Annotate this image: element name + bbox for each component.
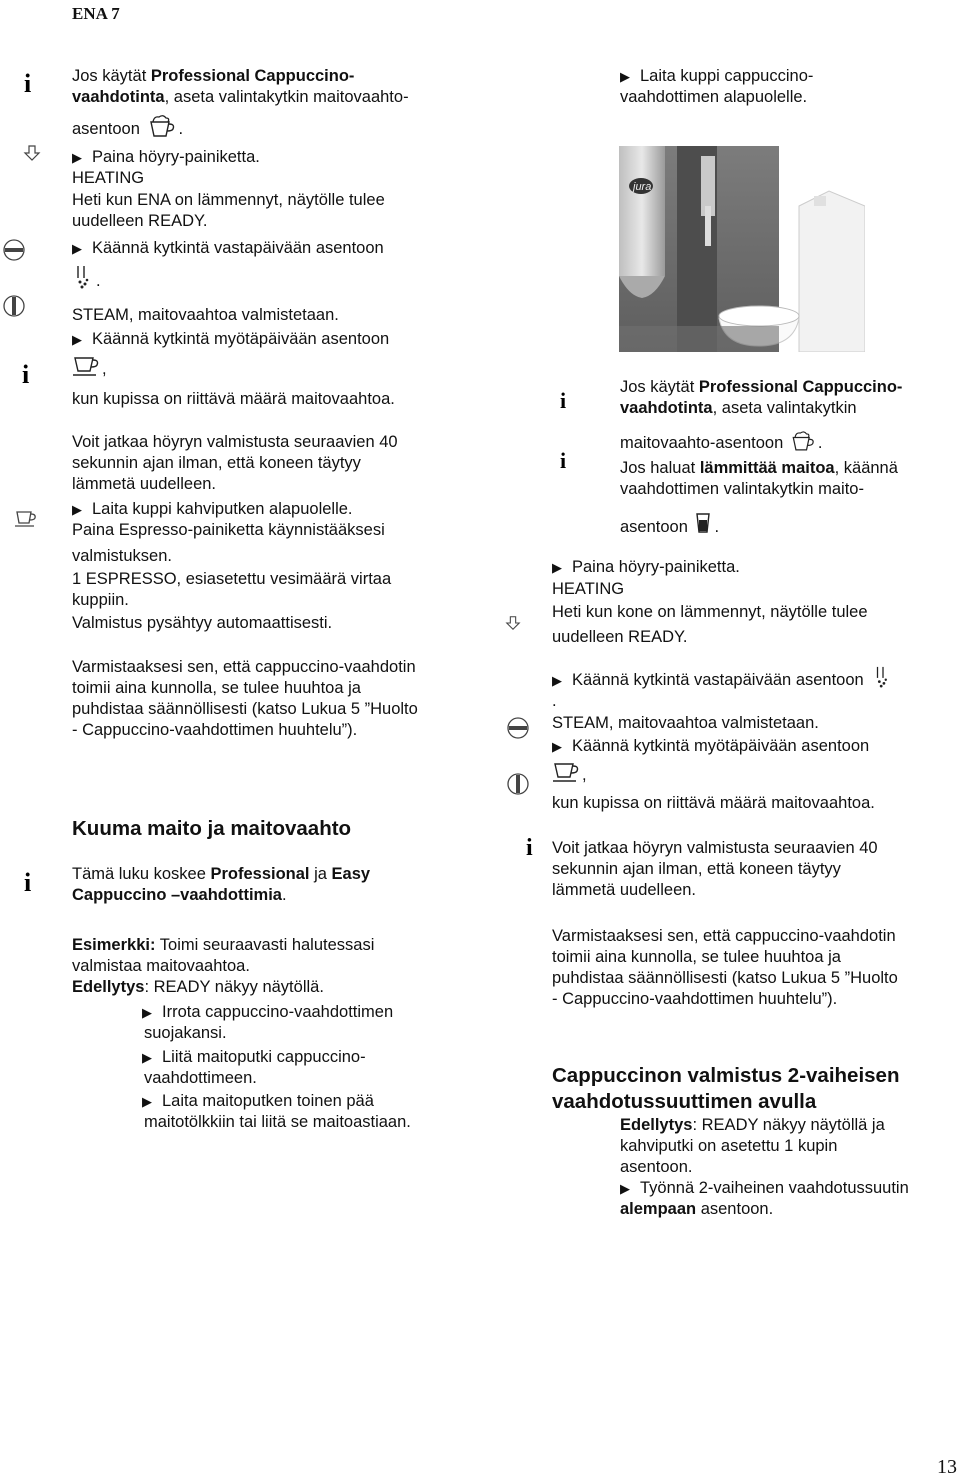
left-step-cw: ▶ Käännä kytkintä myötäpäivään asentoon: [72, 330, 390, 348]
triangle-bullet-icon: ▶: [620, 1181, 630, 1196]
right-continue: Voit jatkaa höyryn valmistusta seuraavien 40 sekunnin ajan ilman, että koneen täytyy lämmetä uudelleen.: [552, 839, 878, 899]
left-espresso-3: 1 ESPRESSO, esiasetettu vesimäärä virtaa: [72, 570, 392, 588]
left-espresso-5: Valmistus pysähtyy automaattisesti.: [72, 614, 333, 632]
left-heat-msg-2: uudelleen READY.: [72, 212, 208, 230]
triangle-bullet-icon: ▶: [552, 673, 562, 688]
right-heat-msg-2: uudelleen READY.: [552, 628, 688, 646]
left-heating: HEATING: [72, 169, 145, 187]
left-step-tube-end: ▶ Laita maitoputken toinen pää maitotölkkiin tai liitä se maitoastiaan.: [142, 1092, 411, 1131]
left-enough-foam: kun kupissa on riittävä määrä maitovaahtoa.: [72, 390, 395, 408]
triangle-bullet-icon: ▶: [142, 1005, 152, 1020]
right-heat-msg-1: Heti kun kone on lämmennyt, näytölle tulee: [552, 603, 868, 621]
right-step-press: ▶ Paina höyry-painiketta.: [552, 558, 740, 576]
section-heading-hot-milk: Kuuma maito ja maitovaahto: [72, 817, 352, 840]
left-espresso-4: kuppiin.: [72, 591, 129, 609]
triangle-bullet-icon: ▶: [142, 1094, 152, 1109]
steam-nozzle-icon: [872, 665, 894, 695]
cup-icon: [14, 510, 40, 528]
rotary-cw-icon: [506, 772, 530, 796]
right-dot: .: [552, 692, 557, 710]
left-heat-msg-1: Heti kun ENA on lämmennyt, näytölle tulee: [72, 191, 385, 209]
right-steam-msg: STEAM, maitovaahtoa valmistetaan.: [552, 714, 819, 732]
right-prerequisite: Edellytys: READY näkyy näytöllä ja kahviputki on asetettu 1 kupin asentoon. ▶ Työnnä 2-vaiheinen vaahdotussuutin alempaan asentoon.: [620, 1116, 909, 1218]
right-step-cup: ▶ Laita kuppi cappuccino- vaahdottimen alapuolelle.: [620, 67, 814, 106]
rotary-cw-icon: [2, 294, 26, 318]
rotary-ccw-icon: [506, 716, 530, 740]
triangle-bullet-icon: ▶: [72, 332, 82, 347]
cup-icon: [72, 356, 102, 384]
steam-button-icon: [504, 615, 522, 631]
left-step-press: ▶ Paina höyry-painiketta.: [72, 148, 260, 166]
steam-button-icon: [22, 144, 42, 162]
right-step-cw: ▶ Käännä kytkintä myötäpäivään asentoon: [552, 737, 870, 755]
left-steam-symbol: .: [72, 264, 101, 296]
left-steam-msg: STEAM, maitovaahtoa valmistetaan.: [72, 306, 339, 324]
steam-nozzle-icon: [72, 264, 96, 296]
page-header: ENA 7: [72, 4, 120, 23]
milk-foam-cup-icon: [788, 430, 818, 458]
section-heading-cappuccino: Cappuccinon valmistus 2-vaiheisen vaahdotussuuttimen avulla: [552, 1064, 900, 1113]
right-cup-symbol: ,: [552, 762, 587, 790]
milk-glass-icon: [693, 512, 715, 542]
machine-photo: [619, 146, 865, 352]
triangle-bullet-icon: ▶: [72, 502, 82, 517]
right-info-professional: Jos käytät Professional Cappuccino- vaahdotinta, aseta valintakytkin maitovaahto-asentoon . Jos haluat lämmittää maitoa, käännä vaahdottimen valintakytkin maito- asentoon .: [620, 377, 902, 542]
left-info-note: Jos käytät Professional Cappuccino- vaahdotinta, aseta valintakytkin maitovaahto- asentoon .: [72, 66, 492, 144]
left-example: Esimerkki: Toimi seuraavasti halutessasi valmistaa maitovaahtoa. Edellytys: READY näkyy näytöllä.: [72, 936, 375, 996]
left-step-connect-tube: ▶ Liitä maitoputki cappuccino- vaahdottimeen.: [142, 1048, 366, 1087]
left-step-ccw: ▶ Käännä kytkintä vastapäivään asentoon: [72, 239, 384, 257]
milk-foam-cup-icon: [145, 114, 179, 144]
info-icon: i: [560, 388, 567, 413]
info-icon: i: [526, 835, 533, 861]
right-cleaning-note: Varmistaaksesi sen, että cappuccino-vaahdotin toimii aina kunnolla, se tulee huuhtoa ja puhdistaa säännöllisesti (katso Lukua 5 ”Huolto - Cappuccino-vaahdottimen huuhtelu”).: [552, 927, 898, 1008]
left-step-cup: ▶ Laita kuppi kahviputken alapuolelle.: [72, 500, 353, 518]
left-cup-symbol: ,: [72, 356, 107, 384]
right-heating: HEATING: [552, 580, 625, 598]
left-espresso-1: Paina Espresso-painiketta käynnistääksesi: [72, 521, 385, 539]
page-number: 13: [937, 1456, 957, 1478]
left-cleaning-note: Varmistaaksesi sen, että cappuccino-vaahdotin toimii aina kunnolla, se tulee huuhtoa ja puhdistaa säännöllisesti (katso Lukua 5 ”Huolto - Cappuccino-vaahdottimen huuhtelu”).: [72, 658, 418, 739]
left-espresso-2: valmistuksen.: [72, 547, 172, 565]
left-step-remove-cover: ▶ Irrota cappuccino-vaahdottimen suojakansi.: [142, 1003, 394, 1042]
triangle-bullet-icon: ▶: [72, 150, 82, 165]
triangle-bullet-icon: ▶: [552, 739, 562, 754]
info-icon: i: [560, 448, 567, 473]
right-step-ccw: ▶ Käännä kytkintä vastapäivään asentoon: [552, 665, 894, 695]
cup-icon: [552, 762, 582, 790]
triangle-bullet-icon: ▶: [552, 560, 562, 575]
triangle-bullet-icon: ▶: [142, 1050, 152, 1065]
right-enough-foam: kun kupissa on riittävä määrä maitovaahtoa.: [552, 794, 875, 812]
triangle-bullet-icon: ▶: [72, 241, 82, 256]
left-continue: Voit jatkaa höyryn valmistusta seuraavien 40 sekunnin ajan ilman, että koneen täytyy lämmetä uudelleen.: [72, 433, 398, 493]
brand-logo: jura: [633, 181, 652, 193]
triangle-bullet-icon: ▶: [620, 69, 630, 84]
rotary-ccw-icon: [2, 238, 26, 262]
info-icon: i: [24, 69, 32, 98]
info-icon: i: [22, 360, 30, 389]
info-icon: i: [24, 868, 32, 897]
left-applies: Tämä luku koskee Professional ja Easy Cappuccino –vaahdottimia.: [72, 865, 371, 904]
